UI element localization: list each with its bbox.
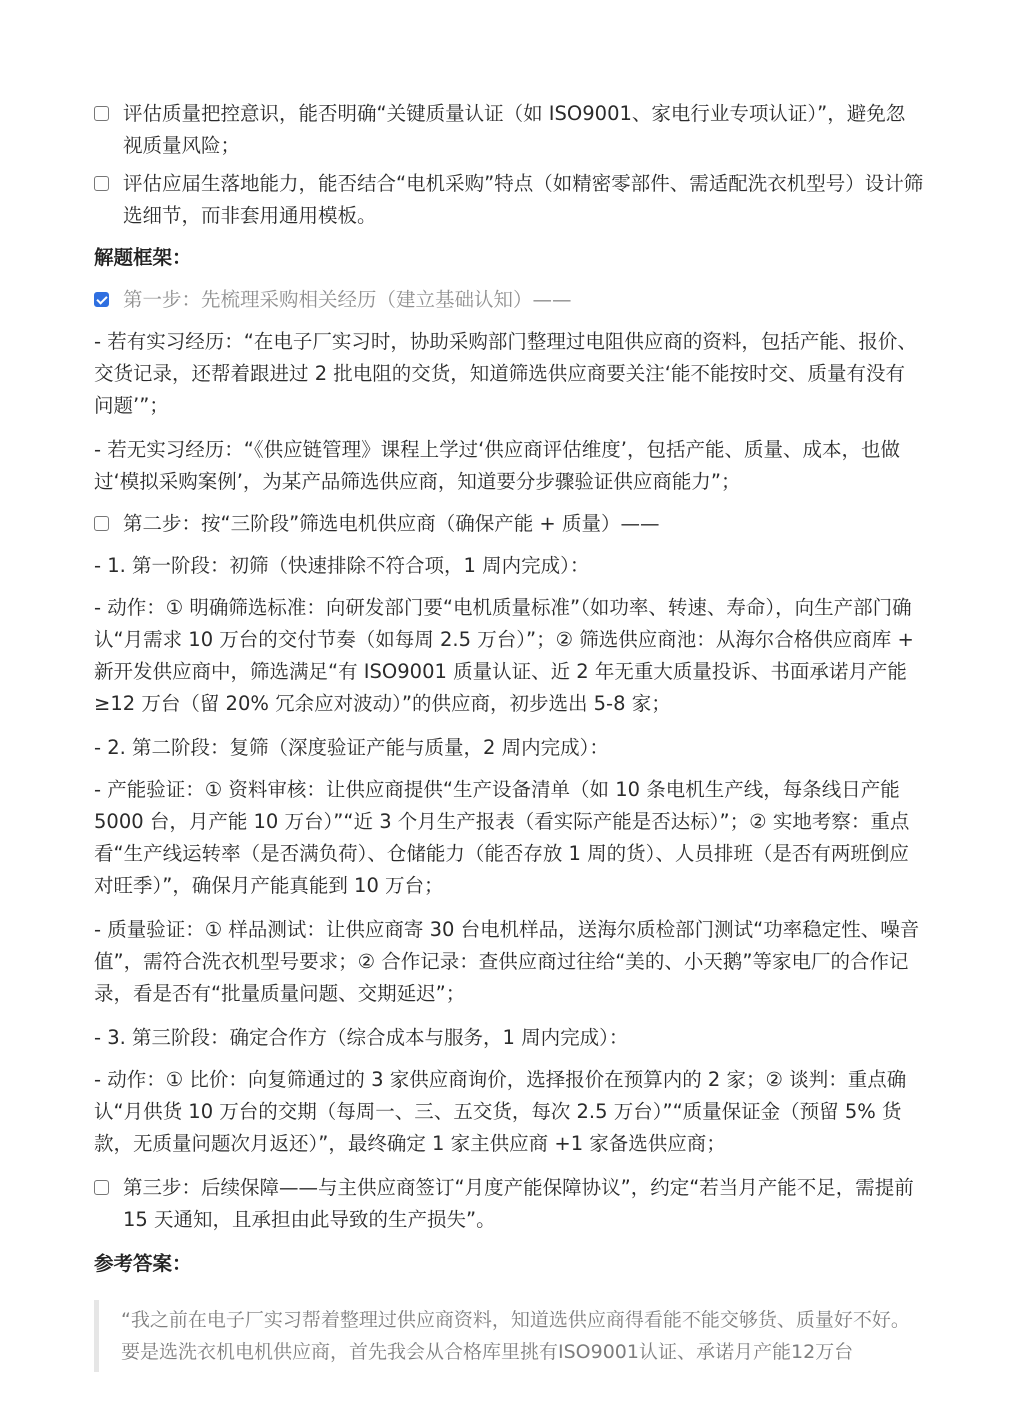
stage3-heading: - 3. 第三阶段：确定合作方（综合成本与服务，1 周内完成）： xyxy=(94,1026,629,1049)
step1-checklist-item xyxy=(94,284,924,316)
stage2-heading: - 2. 第二阶段：复筛（深度验证产能与质量，2 周内完成）： xyxy=(94,736,609,759)
step3-checklist-item xyxy=(94,1172,924,1236)
checklist-item-text: 评估质量把控意识，能否明确“关键质量认证（如 ISO9001、家电行业专项认证）”，避免忽视质量风险； xyxy=(123,102,906,157)
framework-heading: 解题框架： xyxy=(94,246,192,269)
step2-text: 第二步：按“三阶段”筛选电机供应商（确保产能 + 质量）—— xyxy=(123,512,660,535)
step1-internship-paragraph: - 若有实习经历：“在电子厂实习时，协助采购部门整理过电阻供应商的资料，包括产能、报价、交货记录，还帮着跟进过 2 批电阻的交货，知道筛选供应商要关注‘能不能按时交、质量有没有问题’”； xyxy=(94,330,917,417)
capacity-verification-paragraph: - 产能验证：① 资料审核：让供应商提供“生产设备清单（如 10 条电机生产线，每条线日产能 5000 台，月产能 10 万台）”“近 3 个月生产报表（看实际产能是否达标）”；② 实地考察：重点看“生产线运转率（是否满负荷）、仓储能力（能否存放 1 周的货）、人员排班（是否有两班倒应对旺季）”，确保月产能真能到 10 万台； xyxy=(94,778,910,897)
stage3-actions-paragraph: - 动作：① 比价：向复筛通过的 3 家供应商询价，选择报价在预算内的 2 家；② 谈判：重点确认“月供货 10 万台的交期（每周一、三、五交货，每次 2.5 万台）”“质量保证金（预留 5% 货款，无质量问题次月返还）”，最终确定 1 家主供应商 +1 家备选供应商； xyxy=(94,1068,907,1155)
answer-quote-text: “我之前在电子厂实习帮着整理过供应商资料，知道选供应商得看能不能交够货、质量好不好。要是选洗衣机电机供应商，首先我会从合格库里挑有ISO9001认证、承诺月产能12万台 xyxy=(121,1309,910,1363)
step3-text: 第三步：后续保障——与主供应商签订“月度产能保障协议”，约定“若当月产能不足，需提前 15 天通知，且承担由此导致的生产损失”。 xyxy=(123,1176,914,1231)
checkbox-icon[interactable] xyxy=(94,1180,109,1195)
checklist-item-graduate-ability xyxy=(94,168,924,232)
checkbox-icon[interactable] xyxy=(94,516,109,531)
step2-checklist-item xyxy=(94,508,924,540)
quality-verification-paragraph: - 质量验证：① 样品测试：让供应商寄 30 台电机样品，送海尔质检部门测试“功率稳定性、噪音值”，需符合洗衣机型号要求；② 合作记录：查供应商过往给“美的、小天鹅”等家电厂的合作记录，看是否有“批量质量问题、交期延迟”； xyxy=(94,918,920,1005)
answer-heading: 参考答案： xyxy=(94,1252,192,1275)
step1-text: 第一步：先梳理采购相关经历（建立基础认知）—— xyxy=(123,288,572,311)
checkbox-icon[interactable] xyxy=(94,106,109,121)
checkbox-icon[interactable] xyxy=(94,176,109,191)
checklist-item-quality-awareness xyxy=(94,98,924,162)
checklist-item-text: 评估应届生落地能力，能否结合“电机采购”特点（如精密零部件、需适配洗衣机型号）设计筛选细节，而非套用通用模板。 xyxy=(123,172,924,227)
stage1-actions-paragraph: - 动作：① 明确筛选标准：向研发部门要“电机质量标准”（如功率、转速、寿命），向生产部门确认“月需求 10 万台的交付节奏（如每周 2.5 万台）”；② 筛选供应商池：从海尔合格供应商库 + 新开发供应商中，筛选满足“有 ISO9001 质量认证、近 2 年无重大质量投诉、书面承诺月产能≥12 万台（留 20% 冗余应对波动）”的供应商，初步选出 5-8 家； xyxy=(94,596,914,715)
answer-blockquote xyxy=(94,1300,924,1372)
checked-checkbox-icon[interactable] xyxy=(94,292,109,307)
stage1-heading: - 1. 第一阶段：初筛（快速排除不符合项，1 周内完成）： xyxy=(94,554,590,577)
step1-no-internship-paragraph: - 若无实习经历：“《供应链管理》课程上学过‘供应商评估维度’，包括产能、质量、成本，也做过‘模拟采购案例’，为某产品筛选供应商，知道要分步骤验证供应商能力”； xyxy=(94,438,900,493)
